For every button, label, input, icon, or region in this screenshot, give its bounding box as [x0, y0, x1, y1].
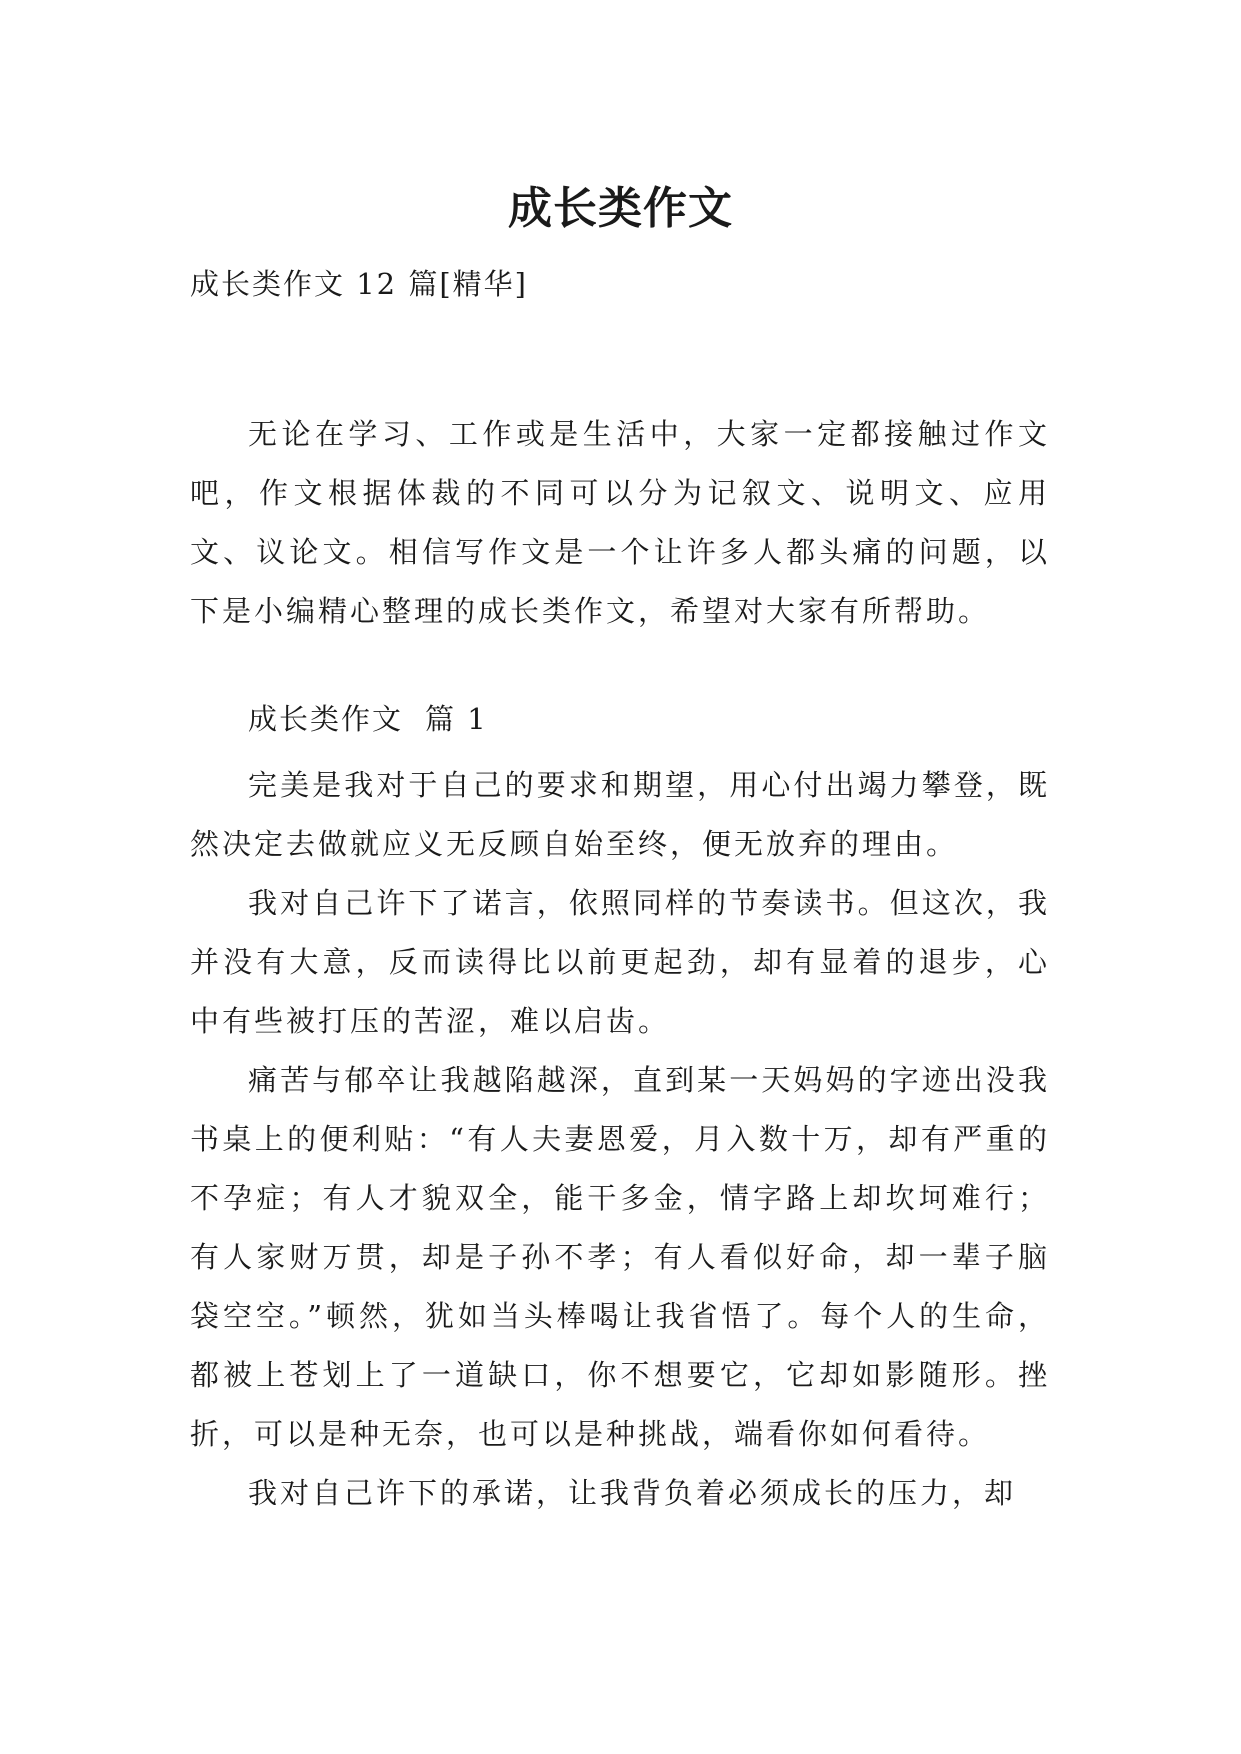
intro-paragraph: 无论在学习、工作或是生活中，大家一定都接触过作文吧，作文根据体裁的不同可以分为记叙文、说明文、应用文、议论文。相信写作文是一个让许多人都头痛的问题，以下是小编精心整理的成长类作文，希望对大家有所帮助。 [190, 417, 1050, 628]
article-paragraph-1: 完美是我对于自己的要求和期望，用心付出竭力攀登，既然决定去做就应义无反顾自始至终，便无放弃的理由。 [190, 768, 1050, 861]
section-heading [190, 690, 1050, 749]
section-heading-title: 成长类作文 [248, 702, 404, 736]
article-section [190, 690, 1050, 1523]
article-paragraph-4: 我对自己许下的承诺，让我背负着必须成长的压力，却 [248, 1476, 1017, 1510]
article-paragraph-2: 我对自己许下了诺言，依照同样的节奏读书。但这次，我并没有大意，反而读得比以前更起劲，却有显着的退步，心中有些被打压的苦涩，难以启齿。 [190, 886, 1050, 1038]
section-heading-number: 篇 1 [425, 702, 488, 736]
article-paragraph-3: 痛苦与郁卒让我越陷越深，直到某一天妈妈的字迹出没我书桌上的便利贴：“有人夫妻恩爱，月入数十万，却有严重的不孕症；有人才貌双全，能干多金，情字路上却坎坷难行；有人家财万贯，却是子孙不孝；有人看似好命，却一辈子脑袋空空。”顿然，犹如当头棒喝让我省悟了。每个人的生命，都被上苍划上了一道缺口，你不想要它，它却如影随形。挫折，可以是种无奈，也可以是种挑战，端看你如何看待。 [190, 1063, 1050, 1451]
intro-block [190, 405, 1050, 641]
page-title: 成长类作文 [508, 183, 733, 235]
document-subtitle: 成长类作文 12 篇[精华] [190, 267, 528, 301]
